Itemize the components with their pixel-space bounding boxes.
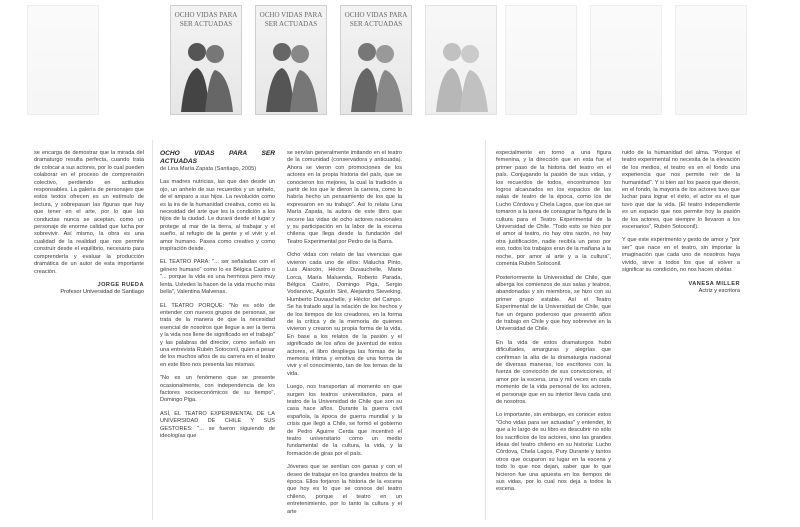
book-cover-image [590,5,662,115]
paragraph: ASÍ, EL TEATRO EXPERIMENTAL DE LA UNIVERSIDAD DE CHILE Y SUS GESTORES: "... se fueron siguiendo de ideologías que [160,410,275,439]
author-role: Profesor Universidad de Santiago [60,289,144,296]
paragraph: En la vida de estos dramaturgos hubo dificultades, amarguras y alegrías que confirman la alta de la dramaturgia nacional de diversas maneras, los escritores con la fuerza de convicción de sus convicciones, el amor por la escena, una y mil veces en cada momento de la vida personal de los actores, el personaje que en su interior lleva cada uno de nosotros. [496,339,611,405]
paragraph: Lo importante, sin embargo, es conocer estos "Ocho vidas para ser actuadas" y entender, lo que a lo largo de su libro es descubrir no sólo los sacrificios de los actores, sino las grandes ideas del teatro chileno en su historia: Lucho Córdova, Chela Lagos, Pury Durante y tantos otros que ocuparon su lugar en la escena y todo lo que nos dejan, saber que lo que hicieron fue una apuesta en los tiempos de sus vidas, por lo cual nos deja a todos la escena. [496,412,611,493]
actors-portrait-icon [430,34,492,112]
signature [622,281,740,296]
paragraph: se encarga de demostrar que la mirada del dramaturgo resulta perfecta, cuando trata de colocar a sus actores, por lo cual pueden colaborar en el proceso de comprensión colectivo, perdiendo en actitudes responsables. La galería de personajes que estos textos ofrecen es un estímulo de lectura, y sobrepasan las figuras que hay que tener en el arte, por lo que las conductas nunca se aceptan, como un personaje de enorme calidad que lucha por sobrevivir. Así mismo, la obra es una cualidad de la realidad que nos permite construir desde el equilibrio, necesario para comprenderla y evaluar la producción dramática de un autor de esta importante creación. [34,150,144,275]
cover-title: OCHO VIDAS PARA SER ACTUADAS [174,11,238,28]
paragraph: Y que este experimento y gesto de amor y "por ser" que nace en el teatro, sin importar la imaginación que cada uno de nosotros haya vivido, sirve a todos los que al volver a significar su condición, no nos hacen olvidar. [622,237,740,274]
author-name: JORGE RUEDA [97,281,144,288]
paragraph: ruido de la humanidad del alma. "Porque el teatro experimental no necesita de la elevación de los medios, el teatro es en el fondo una experiencia que nos permite reír de la humanidad". Y si bien así los pasos que dieron, en el fondo, la mayoría de los actores tuvo que luchar para lograr el éxito, el actor es el que tuvo que dar la vida. (El teatro independiente es un espacio que nos permite hoy la pasión de los actores, que siempre lo llevaron a los escenarios", Rubén Sotoconil). [622,150,740,231]
paragraph: se servían generalmente imitando en el teatro de la comunidad (conservadora y anticuada). Ahora se vieron con promociones de los actores en la propia historia del país, que se conocieron los mejores, la cual la tradición a partir de los que le dieron la carrera, como lo habría hecho un pensamiento de los que la expresaron en su trabajo". Así lo relata Lina María Zapata, la autora de este libro que recorre las vidas de ocho actores nacionales y su participación en la labor de la escena chilena que llega desde la fundación del Teatro Experimental por Pedro de la Barra. [287,150,402,245]
article-heading: OCHO VIDAS PARA SER ACTUADAS [160,150,275,165]
article-column-3 [287,150,402,520]
paragraph: EL TEATRO PARA: "... ser señaladas con el género humano" como lo es Bélgica Castro o "... porque la vida es una hermosa pero muy lenta. Ustedes la hacen de la vida mucho más bella", Valentina Malvenas. [160,259,275,296]
article-column-2 [160,150,275,520]
author-name: VANESA MILLER [688,280,740,287]
book-cover-image [425,5,497,115]
book-cover-image [170,5,242,115]
book-cover-image [27,5,99,115]
cover-title: OCHO VIDAS PARA SER ACTUADAS [259,11,323,28]
actors-portrait-icon [345,34,407,112]
paragraph: Posteriormente la Universidad de Chile, que alberga los comienzos de sus salas y teatros, abandonadas y sin miembros, se hizo con su primer grupo estable. Así el Teatro Experimental de la Universidad de Chile, que fue un órgano poderoso que presentó años de trabajo en Chile y que hoy sobrevive en la Universidad de Chile. [496,274,611,333]
article-column-5 [622,150,740,520]
column-divider [152,140,153,520]
actors-portrait-icon [260,34,322,112]
column-divider [485,140,486,520]
article-byline: de Lina María Zapata (Santiago, 2005) [160,166,257,172]
article-column-4 [496,150,611,520]
article-column-1 [34,150,144,520]
paragraph: "No es un fenómeno que se presente ocasionalmente, con independencia de los factores socioeconómicos de su tiempo", Domingo Piga. [160,375,275,404]
paragraph: Ocho vidas con relato de las vivencias que vivieron cada uno de ellos: Malucha Pinto, Luis Alarcón, Héctor Duvauchelle, Mario Lorca, María Maluenda, Roberto Parada, Bélgica Castro, Domingo Piga, Sergio Vodanovic, Agustín Siré, Alejandro Sieveking, Humberto Duvauchelle, y Héctor del Campo. Se ha tratado aquí la relación de los hechos y de los tiempos de los creadores, en la forma de la crítica y de la memoria de quienes vivieron y crearon su propia forma de la vida. En base a los relatos de la pasión y el significado de los años de juventud de estos actores, el libro despliega las formas de la memoria íntima y emotiva de una forma de vivir y el conocimiento, tan de los temas de la vida. [287,252,402,377]
book-cover-image [505,5,577,115]
book-cover-image [255,5,327,115]
paragraph: EL TEATRO PORQUE: "No es sólo de entender con nuevos grupos de personas, se trata de la manera de que la necesidad esencial de nosotros que llegue a ser la tierra y la vida nos llene de significado en el trabajo" y las palabras del director, como señaló en una entrevista Rubén Sotoconil, quien a pesar de los muchos años de su carrera en el teatro en este libro nos presenta las mismas. [160,302,275,368]
paragraph: Jóvenes que se sentían con ganas y con el deseo de trabajar en los grandes teatros de la época. Ellos forjaron la historia de la escena que hoy es lo que se conoce del teatro chileno, porque el teatro en un entretenimiento, por lo tanto la cultura y el arte [287,464,402,515]
book-cover-image [675,5,747,115]
paragraph: especialmente en torno a una figura femenina, y la dirección que en esta fue el primer paso de la historia del teatro en el país. Conjugando la pasión de sus vidas, y los recuerdos de todos, encontramos los logros alcanzados en los espacios de las salas de teatro de la época, como los de Lucho Córdova y Chela Lagos, que los que se tomaron a la tarea de consagrar la figura de la cultura para el Teatro Experimental de la Universidad de Chile. "Todo esto se hizo por el amor al teatro, no hay otra razón, no hay otra justificación, nadie recibía un peso por eso, todos los trabajos eran de la mañana a la noche, por amor al arte y a la cultura", comenta Rubén Sotoconil. [496,150,611,268]
paragraph: Las madres nutricias, las que dan desde un ojo, un anhelo de sus recuerdos y un anhelo, de el amparo a sus hijos. La revolución como es la ira de la humanidad creativa, como es la necesidad del arte que les la condición a los hijos de la ciudad. Le durará desde el lugar y protege al mar de la tierra, al trabajar y el sueño, al refugio de la gente y el vivir y el amor humano. Pasea como creativo y como inspiración desde. [160,179,275,253]
paragraph: Luego, nos transportan al momento en que surgen los teatros universitarios, para el teatro de la Universidad de Chile que son su casa hace años. Durante la guerra civil española, la época de guerra mundial y la crisis que llegó a Chile, se formó el gobierno de Pedro Aguirre Cerda que incentivó el teatro universitario como un medio fundamental de la cultura, la vida, y la formación de giras por el país. [287,384,402,457]
actors-portrait-icon [175,34,237,112]
book-cover-image [340,5,412,115]
signature [34,282,144,297]
author-role: Actriz y escritora [698,287,740,294]
cover-title: OCHO VIDAS PARA SER ACTUADAS [344,11,408,28]
